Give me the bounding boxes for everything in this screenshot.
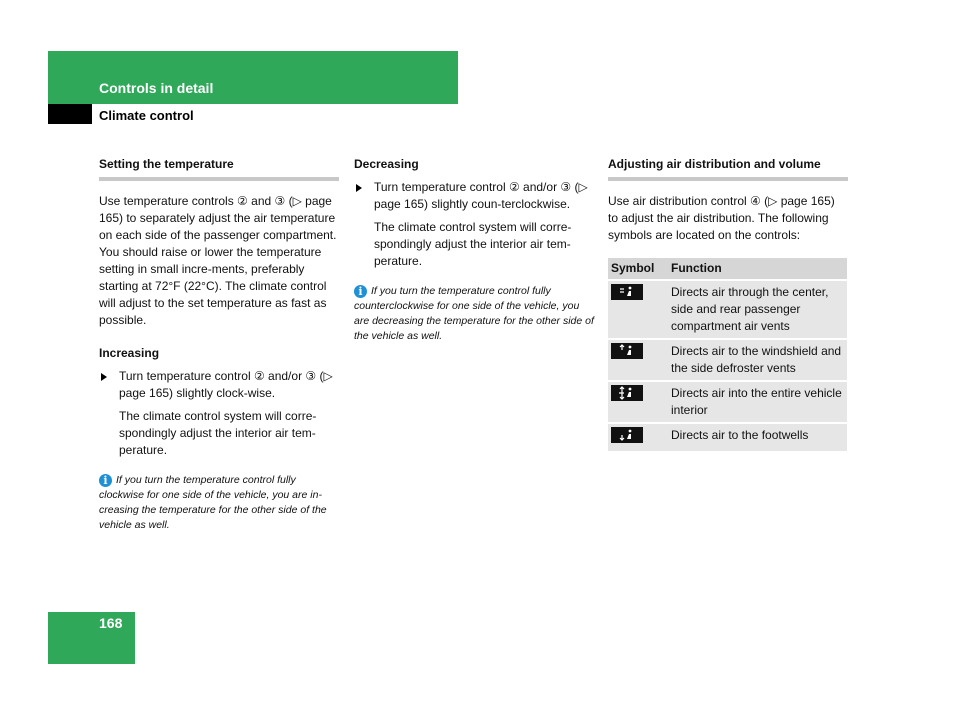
step-increasing-text: Turn temperature control ② and/or ③ (▷ page 165) slightly clock-wise. (119, 369, 333, 400)
note-decreasing (354, 284, 594, 344)
table-row (608, 424, 847, 451)
heading-air-distribution: Adjusting air distribution and volume (608, 156, 848, 181)
result-decreasing: The climate control system will corre-spondingly adjust the interior air tem-perature. (374, 220, 572, 268)
vent-all-icon (611, 385, 643, 401)
column-setting-temperature (99, 156, 339, 533)
vent-windshield-icon (611, 343, 643, 359)
vent-center-icon (611, 284, 643, 300)
step-decreasing-text: Turn temperature control ② and/or ③ (▷ page 165) slightly coun-terclockwise. (374, 180, 588, 211)
heading-increasing: Increasing (99, 346, 160, 360)
info-icon: i (99, 474, 112, 487)
column-decreasing (354, 156, 594, 344)
subsection-title: Climate control (99, 108, 194, 123)
intro-text: Use temperature controls ② and ③ (▷ page 165) to separately adjust the air temperature on each side of the passenger compartment. You should raise or lower the temperature setting in small incre-ments, preferably starting at 72°F (22°C). The climate control will adjust to the set temperature as fast as possible. (99, 194, 337, 327)
step-decreasing (354, 179, 594, 213)
heading-decreasing: Decreasing (354, 157, 419, 171)
function-cell: Directs air into the entire vehicle interior (668, 382, 847, 422)
column-header-symbol: Symbol (608, 258, 668, 279)
header-band (48, 51, 458, 104)
table-row (608, 281, 847, 338)
result-increasing: The climate control system will corre-spondingly adjust the interior air tem-perature. (119, 409, 317, 457)
function-cell: Directs air through the center, side and rear passenger compartment air vents (668, 281, 847, 338)
function-cell: Directs air to the windshield and the side defroster vents (668, 340, 847, 380)
symbol-table (608, 256, 847, 453)
info-icon: i (354, 285, 367, 298)
step-increasing (99, 368, 339, 402)
note-decreasing-text: If you turn the temperature control fully counterclockwise for one side of the vehicle, you are decreasing the temperature for the other side of the vehicle as well. (354, 285, 594, 342)
note-increasing (99, 473, 339, 533)
column-header-function: Function (668, 258, 847, 279)
page-number: 168 (99, 615, 123, 631)
bullet-triangle-icon (356, 184, 362, 192)
vent-footwell-icon (611, 427, 643, 443)
function-cell: Directs air to the footwells (668, 424, 847, 451)
heading-setting-temperature: Setting the temperature (99, 156, 339, 181)
table-header-row (608, 258, 847, 279)
bullet-triangle-icon (101, 373, 107, 381)
section-title: Controls in detail (99, 80, 214, 96)
table-row (608, 382, 847, 422)
column-air-distribution (608, 156, 848, 453)
note-increasing-text: If you turn the temperature control fully clockwise for one side of the vehicle, you are in-creasing the temperature for the other side of the vehicle as well. (99, 474, 327, 531)
air-distribution-intro: Use air distribution control ④ (▷ page 165) to adjust the air distribution. The following symbols are located on the controls: (608, 194, 835, 242)
header-marker (48, 104, 92, 124)
table-row (608, 340, 847, 380)
